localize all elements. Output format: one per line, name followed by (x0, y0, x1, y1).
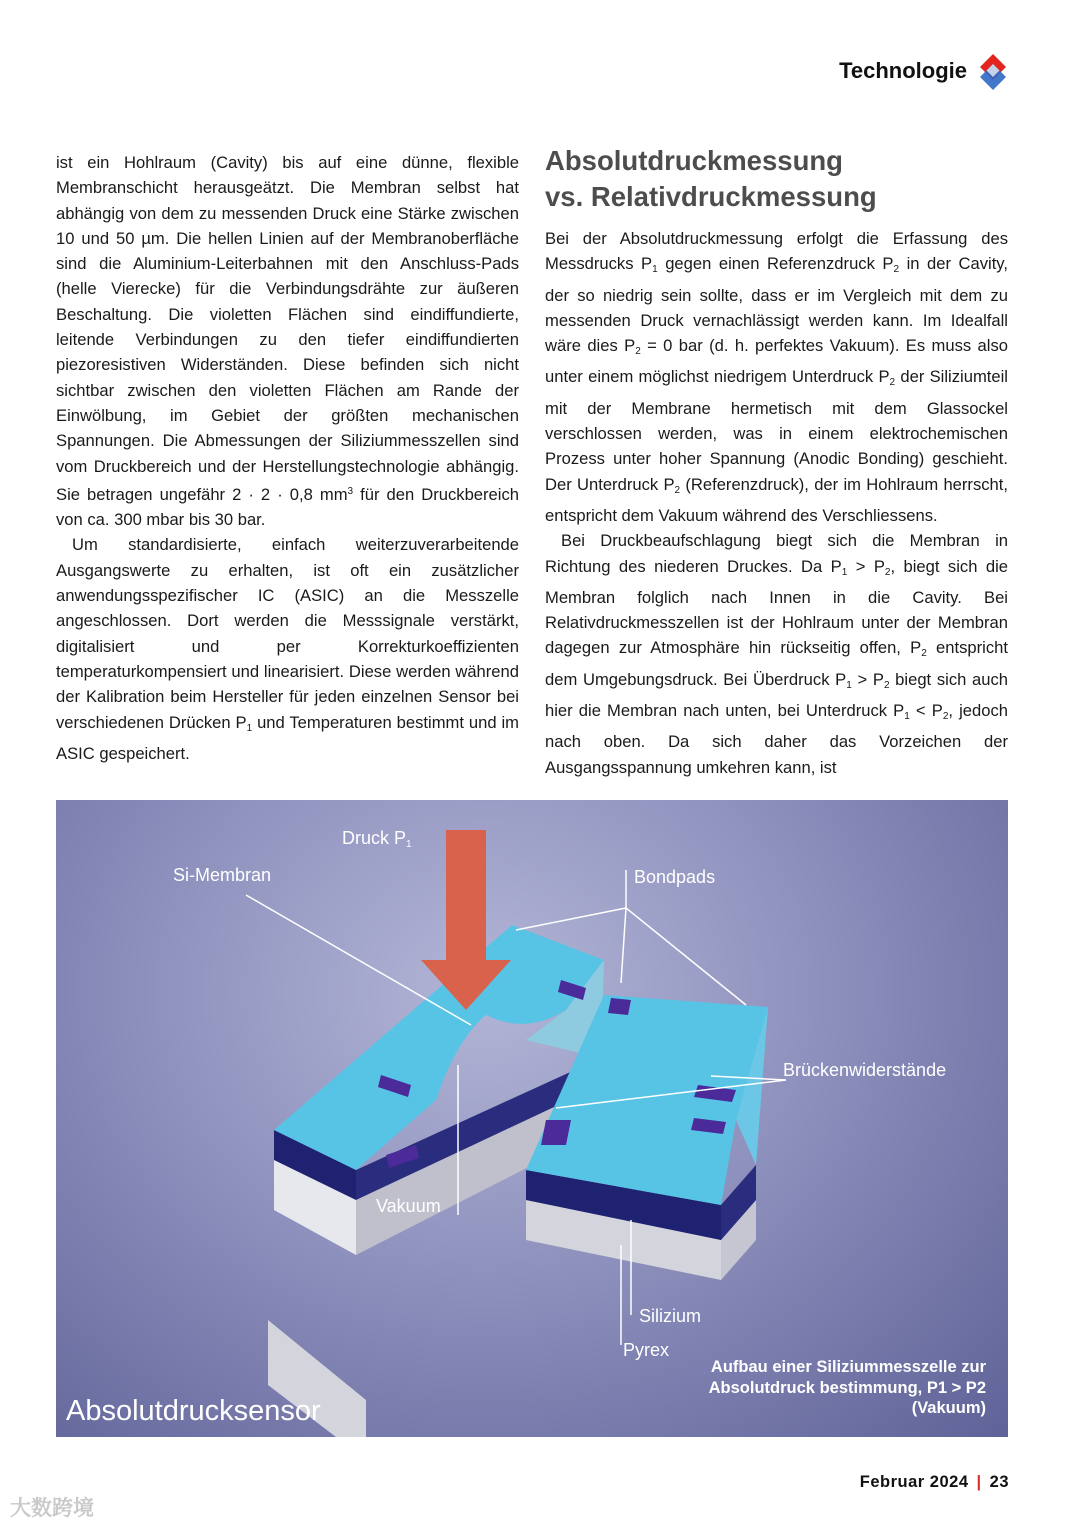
label-pyrex: Pyrex (623, 1340, 670, 1360)
sensor-illustration (56, 800, 1008, 1437)
left-column (56, 150, 519, 766)
figure-title: Absolutdrucksensor (66, 1395, 321, 1427)
label-si-membran: Si-Membran (173, 865, 272, 885)
left-paragraph-2: Um standardisierte, einfach weiterzuverarbeitende Ausgangswerte zu erhalten, ist oft ein zusätzlicher anwendungsspezifischer IC (ASIC) an die Messzelle angeschlossen. Dort werden die Messsignale verstärkt, digitalisiert und per Korrekturkoeffizienten temperaturkompensiert und linearisiert. Diese werden während der Kalibration beim Hersteller für jeden einzelnen Sensor bei verschiedenen Drücken $P_1$ und Temperaturen bestimmt und im ASIC gespeichert. (56, 535, 519, 763)
right-paragraph-2: Bei Druckbeaufschlagung biegt sich die Membran in Richtung des niederen Druckes. Da $P_1 > P_2$, biegt sich die Membran folglich nach Innen in die Cavity. Bei Relativdruckmesszellen ist der Hohlraum unter der Membran dagegen zur Atmosphäre hin rückseitig offen, $P_2$ entspricht dem Umgebungsdruck. Bei Überdruck $P_1 > P_2$ biegt sich auch hier die Membran nach unten, bei Unterdruck $P_1 < P_2$, jedoch nach oben. Da sich daher das Vorzeichen der Ausgangsspannung umkehren kann, ist (545, 531, 1009, 777)
label-vakuum: Vakuum (376, 1196, 441, 1216)
label-druck: Druck $P_1$ (342, 828, 412, 850)
article-heading: Absolutdruckmessung vs. Relativdruckmessung (545, 145, 877, 212)
label-silizium: Silizium (639, 1306, 702, 1326)
left-paragraph-1: ist ein Hohlraum (Cavity) bis auf eine dünne, flexible Membranschicht herausgeätzt. Die Membran selbst hat abhängig von dem zu messenden Druck eine Stärke zwischen 10 und 50 µm. Die hellen Linien auf der Membranoberfläche sind die Aluminium-Leiterbahnen mit den Anschluss-Pads (helle Vierecke) für die Verbindungsdrähte zur äußeren Beschaltung. Die violetten Flächen sind eindiffundierte, leitende Verbindungen zu den tiefer eindiffundierten piezoresistiven Widerständen. Diese befinden sich nicht sichtbar zwischen den violetten Flächen am Rande der Einwölbung, im Gebiet der größten mechanischen Spannungen. Die Abmessungen der Siliziummesszellen sind vom Druckbereich und der Herstellungstechnologie abhängig. Sie betragen ungefähr 2 · 2 · 0,8 $mm^3$ für den Druckbereich von ca. 300 mbar bis 30 bar. (56, 153, 519, 530)
label-brueckenwiderstaende: Brückenwiderstände (783, 1060, 947, 1080)
watermark: 大数跨境 (10, 1497, 94, 1520)
magazine-logo-icon (976, 52, 1010, 92)
sensor-figure (56, 800, 1008, 1437)
figure-caption: Aufbau einer Siliziummesszelle zur Absolutdruck bestimmung, P1 > P2 (Vakuum) (708, 1358, 986, 1417)
issue-date: Februar 2024 (859, 1473, 969, 1491)
section-title: Technologie (839, 58, 967, 83)
page-number: 23 (989, 1473, 1009, 1491)
page-footer: Februar 2024 | 23 (859, 1473, 1009, 1491)
right-column (545, 226, 1008, 780)
label-bondpads: Bondpads (634, 867, 716, 887)
right-paragraph-1: Bei der Absolutdruckmessung erfolgt die Erfassung des Messdrucks $P_1$ gegen einen Referenzdruck $P_2$ in der Cavity, der so niedrig sein sollte, dass er im Vergleich mit dem zu messenden Druck vernachlässigt werden kann. Im Idealfall wäre dies $P_2 = 0$ bar (d. h. perfektes Vakuum). Es muss also unter einem möglichst niedrigem Unterdruck $P_2$ der Siliziumteil mit der Membrane hermetisch mit dem Glassockel verschlossen werden, was in einem elektrochemischen Prozess unter hoher Spannung (Anodic Bonding) geschieht. Der Unterdruck $P_2$ (Referenzdruck), der im Hohlraum herrscht, entspricht dem Vakuum während des Verschliessens. (545, 229, 1008, 525)
